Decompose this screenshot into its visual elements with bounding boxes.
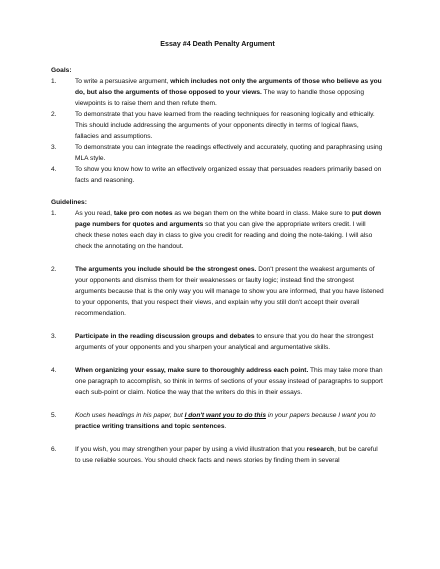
goal-text: To show you know how to write an effectively organized essay that persuades readers primarily based on facts and reasoning. [75,166,382,184]
guideline-text-bold: practice writing transitions and topic sentences [75,423,225,430]
goal-number: 4. [51,166,57,173]
guideline-text-italic: in your papers because I want you to [266,412,376,419]
goals-heading: Goals: [51,67,72,74]
guideline-text: as we began them on the white board in class. Make sure to [172,210,352,217]
guidelines-heading: Guidelines: [51,199,87,206]
goal-text-tail: The way to handle those opposing viewpoints is to raise them and then refute them. [75,89,364,107]
guideline-text-bold: take pro con notes [113,210,173,217]
goal-number: 1. [51,78,57,85]
guideline-text: . [224,423,227,430]
guideline-text-bold: Participate in the reading discussion groups and debates [75,333,255,340]
guideline-item-5 [51,410,384,432]
guideline-item-2 [51,264,384,319]
goal-number: 2. [51,111,57,118]
guideline-text-emphasis: I don't want you to do this [184,412,267,419]
goal-item-2 [51,109,384,142]
guideline-text: , but be careful to use reliable sources. You should check facts and news stories by finding them in several [75,446,378,464]
guideline-number: 1. [51,210,57,217]
goal-item-3 [51,142,384,164]
goal-text: To demonstrate you can integrate the readings effectively and accurately, quoting and paraphrasing using MLA style. [75,144,383,162]
guideline-text: If you wish, you may strengthen your paper by using a vivid illustration that you [75,446,307,453]
guideline-item-1 [51,208,384,252]
guideline-item-3 [51,331,384,353]
guideline-text-bold: put down page numbers for quotes and arguments [75,210,382,228]
guideline-text-bold: research [306,446,335,453]
guideline-text: As you read, [75,210,114,217]
guideline-text-italic: Koch uses headings in his paper, but [75,412,185,419]
guideline-item-4 [51,365,384,398]
guideline-number: 2. [51,266,57,273]
guideline-item-6 [51,444,384,466]
goal-item-1 [51,76,384,109]
document-title: Essay #4 Death Penalty Argument [160,40,275,48]
goal-text-lead: To write a persuasive argument, [75,78,171,85]
goal-item-4 [51,164,384,186]
guideline-text: to ensure that you do hear the strongest arguments of your opponents and you sharpen your analytical and argumentative skills. [75,333,374,351]
guideline-number: 4. [51,367,57,374]
goal-text-bold: which includes not only the arguments of those who believe as you do, but also the arguments of those opposed to your views. [75,78,382,96]
guideline-text-bold: When organizing your essay, make sure to thoroughly address each point. [75,367,309,374]
guideline-number: 3. [51,333,57,340]
guideline-text: This may take more than one paragraph to accomplish, so think in terms of sections of your essay instead of paragraphs to support each sub-point or claim. Notice the way that the writers do this in their essays. [75,367,383,396]
goal-text: To demonstrate that you have learned from the reading techniques for reasoning logically and ethically. This should include addressing the arguments of your opponents directly in terms of logical flaws, fallacies and assumptions. [75,111,375,140]
goal-number: 3. [51,144,57,151]
guideline-text-bold: The arguments you include should be the strongest ones. [75,266,257,273]
guideline-number: 6. [51,446,57,453]
guideline-text: so that you can give the appropriate writers credit. I will check these notes each day in class to give you credit for reading and doing the note-taking. I will also check the annotating on the handout. [75,221,373,250]
guideline-text: Don't present the weakest arguments of your opponents and dismiss them for their weaknesses or faulty logic; instead find the strongest arguments because that is the only way you will manage to show you are informed, that you have listened to your opponents, that you respect their views, and explain why you still don't accept their overall recommendation. [75,266,384,317]
guideline-number: 5. [51,412,57,419]
